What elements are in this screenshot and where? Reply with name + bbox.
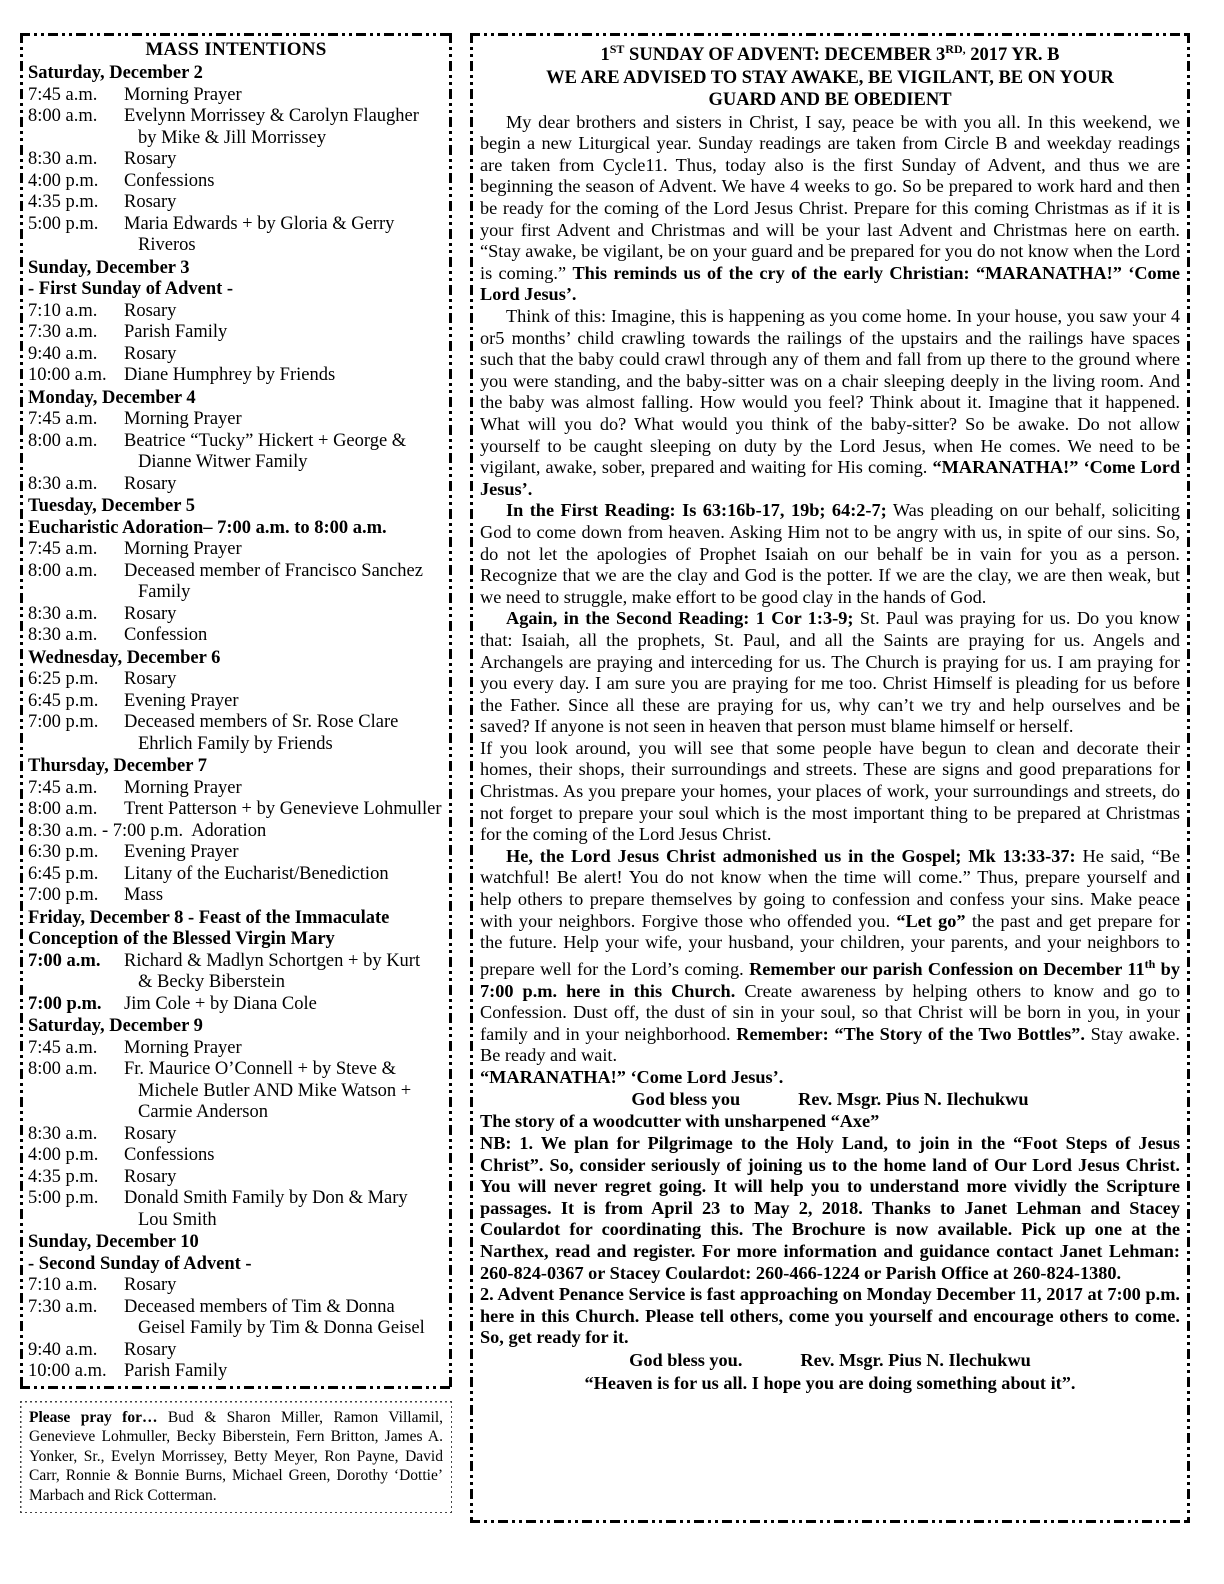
event-description-continuation: Carmie Anderson [138, 1102, 268, 1122]
mass-event-row [28, 1167, 444, 1189]
event-description: Morning Prayer [124, 84, 242, 105]
event-description-continuation: by Mike & Jill Morrissey [138, 127, 327, 148]
event-description-continuation: & Becky Biberstein [138, 972, 285, 992]
event-description: Morning Prayer [124, 539, 242, 559]
mass-event-row [28, 1124, 444, 1146]
homily-paragraph-second-reading [480, 608, 1180, 738]
event-description: Evening Prayer [124, 842, 239, 862]
event-description-continuation: Lou Smith [138, 1209, 217, 1230]
mass-event-row [28, 1188, 444, 1210]
left-column [20, 33, 452, 1513]
nb-item-2: 2. Advent Penance Service is fast approaching on Monday December 11, 2017 at 7:00 p.m. here in this Church. Please tell others, come you yourself and encourage others to come. So, get ready for it. [480, 1284, 1180, 1348]
homily-title-line-2: WE ARE ADVISED TO STAY AWAKE, BE VIGILANT, BE ON YOUR [546, 67, 1114, 88]
event-description: Richard & Madlyn Schortgen + by Kurt [124, 950, 421, 971]
homily-title-line-1 [480, 38, 1180, 67]
event-description: Confessions [124, 170, 215, 191]
mass-event-row [28, 1275, 444, 1297]
event-time: 6:45 p.m. [28, 690, 99, 711]
event-description: Maria Edwards + by Gloria & Gerry [124, 213, 395, 234]
mass-event-row [28, 669, 444, 691]
mass-event-row [28, 301, 444, 323]
first-reading-text: Was pleading on our behalf, soliciting God to come down from heaven. Asking Him not to be angry with us, in spite of our sins. So, do not let the apologies of Prophet Isaiah on our behalf be in vain for you as a person. Recognize that we are the clay and God is the potter. If we are the clay, we are then weak, but we need to struggle, make effort to be good clay in the hands of God. [480, 500, 1180, 607]
mass-intentions-title: MASS INTENTIONS [145, 39, 327, 60]
mass-event-row [28, 149, 444, 171]
event-time: 7:10 a.m. [28, 1275, 98, 1295]
mass-event-row [28, 778, 444, 800]
event-time: 7:10 a.m. [28, 300, 98, 321]
event-time: 8:00 a.m. [28, 106, 98, 126]
homily-paragraph-1 [480, 112, 1180, 306]
event-description: Rosary [124, 300, 177, 321]
mass-event-row [28, 171, 444, 193]
mass-event-row [28, 842, 444, 864]
event-description: Mass [124, 885, 164, 905]
event-description-continuation: Geisel Family by Tim & Donna Geisel [138, 1318, 425, 1338]
mass-event-row [28, 821, 444, 843]
event-description: Parish Family [124, 322, 228, 342]
mass-event-row [28, 192, 444, 214]
event-time: 7:00 p.m. [28, 885, 99, 905]
prayer-request-label: Please pray for… [29, 1408, 158, 1426]
event-time: 4:00 p.m. [28, 170, 99, 191]
event-description: Morning Prayer [124, 777, 242, 798]
event-time: 5:00 p.m. [28, 1188, 99, 1208]
event-time: 8:30 a.m. [28, 473, 98, 494]
event-description: Trent Patterson + by Genevieve Lohmuller [124, 799, 442, 819]
title-date-suffix: RD, [945, 42, 966, 56]
signature-line-1 [480, 1088, 1180, 1111]
mass-event-row [28, 864, 444, 886]
mass-event-row [28, 1361, 444, 1383]
axe-story-line: The story of a woodcutter with unsharpened “Axe” [480, 1111, 880, 1132]
event-time: 7:30 a.m. [28, 322, 98, 342]
right-column [470, 33, 1190, 1523]
event-time: 7:45 a.m. [28, 409, 98, 429]
day-heading: Sunday, December 10 [28, 1232, 199, 1252]
gospel-text-3: Create awareness by helping others to know and go to Confession. Dust off, the dust of sin in your soul, so that Christ will be born in you, in your family and in your neighborhood. [480, 980, 1180, 1044]
p1-text: My dear brothers and sisters in Christ, I say, peace be with you all. In this weekend, we begin a new Liturgical year. Sunday readings are taken from Circle B and weekday readings are taken from Cycle11. Thus, today also is the first Sunday of Advent, and thus we are beginning the season of Advent. We have 4 weeks to go. So be prepared to work hard and then be ready for the coming of the Lord Jesus Christ. Prepare for this coming Christmas as if it is your first Advent and Christmas and will be your last Advent and Christmas here on earth. “Stay awake, be vigilant, be on your guard and be prepared for you do not know when the Lord is coming.” [480, 111, 1180, 283]
prayer-request-names: Bud & Sharon Miller, Ramon Villamil, Genevieve Lohmuller, Becky Biberstein, Fern Britton, James A. Yonker, Sr., Evelyn Morrissey, Betty Meyer, Ron Payne, David Carr, Ronnie & Bonnie Burns, Michael Green, Dorothy ‘Dottie’ Marbach and Rick Cotterman. [29, 1408, 444, 1504]
mass-event-row [28, 1038, 444, 1060]
event-time: 10:00 a.m. [28, 365, 107, 385]
mass-event-row [28, 1059, 444, 1081]
day-heading: Thursday, December 7 [28, 756, 208, 776]
confession-post: by 7:00 p.m. here in this Church. [480, 958, 1180, 1001]
p2-text: Think of this: Imagine, this is happening as you come home. In your house, you saw your 4 or5 months’ child crawling towards the railings of the upstairs and the railings have spaces such that the baby could crawl through any of them and fall from up there to the ground where you were standing, and the baby-sitter was on a chair sleeping deeply in the living room. And the baby was almost falling. How would you feel? Think about it. Imagine that it happened. What will you do? What would you think of the baby-sitter? So be awake. Do not allow yourself to be caught sleeping on duty by the Lord Jesus, when He comes. We need to be vigilant, awake, sober, prepared and waiting for His coming. [480, 306, 1180, 478]
mass-event-row [28, 539, 444, 561]
homily-paragraph-2 [480, 306, 1180, 500]
mass-event-row [28, 561, 444, 583]
event-time: 8:00 a.m. [28, 799, 98, 819]
day-heading: Sunday, December 3 [28, 257, 190, 278]
event-description: Rosary [124, 603, 177, 624]
day-heading: Wednesday, December 6 [28, 647, 221, 668]
event-description: Deceased members of Sr. Rose Clare [124, 712, 399, 732]
event-description: Beatrice “Tucky” Hickert + George & [124, 430, 407, 451]
let-go-emphasis: “Let go” [896, 910, 966, 931]
event-time: 5:00 p.m. [28, 213, 99, 234]
second-reading-text: St. Paul was praying for us. Do you know that: Isaiah, all the prophets, St. Paul, and all the Saints are praying for us. Angels and Archangels are praying and interceding for us. The Church is praying for us. I am praying for you every day. I am sure you are praying for me too. Christ Himself is pleading for us before the Father. Since all these are praying for us, why can’t we try and help ourselves and be saved? If anyone is not seen in heaven that person must blame himself or herself. [480, 608, 1180, 737]
event-description: Rosary [124, 343, 177, 364]
homily-paragraph-gospel [480, 846, 1180, 1067]
mass-event-row [28, 365, 444, 387]
first-reading-citation: In the First Reading: Is 63:16b-17, 19b; 64:2-7; [506, 500, 887, 521]
title-ordinal: 1 [600, 45, 610, 66]
event-description-continuation: Family [138, 582, 191, 602]
event-time: 6:25 p.m. [28, 669, 99, 689]
gospel-text-1: He said, “Be watchful! Be alert! You do not know when the time will come.” Thus, prepare yourself and help others to prepare themselves by going to confession and confess your sins. Make peace with your neighbors. Forgive those who offended you. [480, 845, 1180, 931]
event-description: Litany of the Eucharist/Benediction [124, 863, 389, 884]
event-time: 8:00 a.m. [28, 430, 98, 451]
event-description: Jim Cole + by Diana Cole [124, 993, 317, 1014]
mass-event-row [28, 1297, 444, 1319]
mass-event-row [28, 214, 444, 236]
mass-event-row [28, 604, 444, 626]
mass-event-row [28, 106, 444, 128]
event-time: 8:30 a.m. [28, 603, 98, 624]
event-time: 8:00 a.m. [28, 1059, 98, 1079]
homily-paragraph-5: If you look around, you will see that some people have begun to clean and decorate their homes, their shops, their surroundings and streets. These are signs and good preparations for Christmas. As you prepare your homes, your places of work, your surroundings and streets, do not forget to prepare your soul which is the most important thing to be prepared at Christmas for the coming of the Lord Jesus Christ. [480, 737, 1180, 845]
god-bless-you-2: God bless you. [629, 1350, 743, 1370]
event-time: 4:35 p.m. [28, 1166, 99, 1187]
homily-paragraph-first-reading [480, 500, 1180, 608]
title-end: 2017 YR. B [965, 45, 1060, 66]
god-bless-you-1: God bless you [631, 1089, 741, 1110]
mass-event-row [28, 712, 444, 734]
event-description: Rosary [124, 1275, 177, 1295]
mass-event-row [28, 1340, 444, 1362]
day-subheading: Conception of the Blessed Virgin Mary [28, 929, 335, 949]
mass-event-row [28, 322, 444, 344]
title-ordinal-suffix: ST [609, 42, 625, 56]
mass-event-row [28, 625, 444, 647]
event-description: Rosary [124, 669, 177, 689]
day-heading: Monday, December 4 [28, 387, 196, 408]
event-time: 6:30 p.m. [28, 842, 99, 862]
signature-line-2 [480, 1349, 1180, 1372]
event-description: Adoration [191, 820, 267, 841]
event-time: 7:45 a.m. [28, 539, 98, 559]
event-time: 7:45 a.m. [28, 1037, 98, 1058]
gospel-text-4: Stay awake. Be ready and wait. [480, 1023, 1180, 1066]
event-description: Confession [124, 625, 208, 645]
mass-event-row [28, 85, 444, 107]
event-description-continuation: Michele Butler AND Mike Watson + [138, 1080, 412, 1101]
event-time: 4:00 p.m. [28, 1145, 99, 1165]
event-description: Rosary [124, 1339, 177, 1360]
pastor-name-2: Rev. Msgr. Pius N. Ilechukwu [800, 1350, 1031, 1370]
mass-event-row [28, 799, 444, 821]
gospel-text-2: the past and get prepare for the future. Help your wife, your husband, your children, your parents, and your neighbors to prepare well for the Lord’s coming. [480, 910, 1180, 979]
mass-event-row [28, 431, 444, 453]
event-description: Rosary [124, 1166, 177, 1187]
event-description: Rosary [124, 473, 177, 494]
event-time: 8:30 a.m. [28, 625, 98, 645]
event-description: Morning Prayer [124, 409, 242, 429]
event-description: Rosary [124, 1123, 177, 1144]
event-time: 6:45 p.m. [28, 863, 99, 884]
event-description: Evelynn Morrissey & Carolyn Flaugher [124, 106, 419, 126]
day-heading: Saturday, December 9 [28, 1016, 203, 1036]
event-time: 8:30 a.m. [28, 1123, 98, 1144]
event-description: Parish Family [124, 1361, 228, 1381]
event-description: Deceased member of Francisco Sanchez [124, 560, 423, 581]
mass-event-row [28, 409, 444, 431]
gospel-citation: He, the Lord Jesus Christ admonished us in the Gospel; Mk 13:33-37: [506, 845, 1076, 866]
mass-event-row [28, 474, 444, 496]
event-description: Fr. Maurice O’Connell + by Steve & [124, 1059, 396, 1079]
event-description: Donald Smith Family by Don & Mary [124, 1188, 408, 1208]
confession-ordinal: th [1144, 956, 1156, 971]
pastor-name-1: Rev. Msgr. Pius N. Ilechukwu [798, 1089, 1029, 1110]
event-time: 8:00 a.m. [28, 560, 98, 581]
title-mid: SUNDAY OF ADVENT: DECEMBER 3 [624, 45, 946, 66]
event-description: Morning Prayer [124, 1037, 242, 1058]
event-description-continuation: Ehrlich Family by Friends [138, 733, 333, 754]
day-heading: Friday, December 8 - Feast of the Immaculate [28, 907, 390, 928]
homily-box [470, 33, 1190, 1523]
event-time: 8:30 a.m. - 7:00 p.m. [28, 820, 184, 841]
p1-emphasis: This reminds us of the cry of the early Christian: “MARANATHA!” ‘Come Lord Jesus’. [480, 262, 1180, 305]
mass-event-row [28, 344, 444, 366]
second-reading-citation: Again, in the Second Reading: 1 Cor 1:3-9; [506, 608, 854, 629]
mass-event-row [28, 691, 444, 713]
event-time: 7:45 a.m. [28, 777, 98, 798]
day-subheading: Eucharistic Adoration– 7:00 a.m. to 8:00 a.m. [28, 517, 387, 538]
event-description: Diane Humphrey by Friends [124, 365, 336, 385]
event-time: 7:45 a.m. [28, 84, 98, 105]
homily-title-line-3: GUARD AND BE OBEDIENT [708, 90, 952, 111]
event-time: 9:40 a.m. [28, 1339, 98, 1360]
maranatha-closing: “MARANATHA!” ‘Come Lord Jesus’. [480, 1066, 784, 1087]
event-time: 9:40 a.m. [28, 343, 98, 364]
day-heading: Tuesday, December 5 [28, 496, 196, 516]
day-heading: Saturday, December 2 [28, 63, 203, 83]
nb-item-1: NB: 1. We plan for Pilgrimage to the Holy Land, to join in the “Foot Steps of Jesus Christ”. So, consider seriously of joining us to the home land of Our Lord Jesus Christ. You will never regret going. It will help you to understand more vividly the Scripture passages. It is from April 23 to May 2, 2018. Thanks to Janet Lehman and Stacey Coulardot for coordinating this. The Brochure is now available. Pick up one at the Narthex, read and register. For more information and guidance contact Janet Lehman: 260-824-0367 or Stacey Coulardot: 260-466-1224 or Parish Office at 260-824-1380. [480, 1133, 1180, 1283]
event-description: Deceased members of Tim & Donna [124, 1296, 395, 1317]
confession-pre: Remember our parish Confession on December 11 [749, 958, 1145, 979]
day-subheading: - Second Sunday of Advent - [28, 1253, 252, 1274]
event-description: Rosary [124, 149, 177, 169]
two-bottles-emphasis: Remember: “The Story of the Two Bottles”. [736, 1023, 1085, 1044]
day-subheading: - First Sunday of Advent - [28, 279, 234, 299]
closing-quote: “Heaven is for us all. I hope you are doing something about it”. [584, 1373, 1076, 1393]
mass-event-row [28, 885, 444, 907]
event-description: Evening Prayer [124, 690, 239, 711]
mass-event-row [28, 951, 444, 973]
event-description: Rosary [124, 192, 177, 212]
event-description-continuation: Dianne Witwer Family [138, 452, 308, 472]
event-description-continuation: Riveros [138, 235, 196, 255]
mass-intentions-box [20, 33, 452, 1389]
event-description: Confessions [124, 1145, 215, 1165]
event-time: 10:00 a.m. [28, 1361, 107, 1381]
event-time: 7:30 a.m. [28, 1296, 98, 1317]
mass-schedule-list [28, 63, 444, 1383]
prayer-request-box [20, 1401, 452, 1514]
event-time: 7:00 p.m. [28, 993, 102, 1014]
event-time: 4:35 p.m. [28, 192, 99, 212]
event-time: 8:30 a.m. [28, 149, 98, 169]
mass-event-row [28, 1145, 444, 1167]
mass-event-row [28, 994, 444, 1016]
p2-emphasis: “MARANATHA!” ‘Come Lord Jesus’. [480, 457, 1180, 499]
event-time: 7:00 a.m. [28, 950, 101, 971]
event-time: 7:00 p.m. [28, 712, 99, 732]
